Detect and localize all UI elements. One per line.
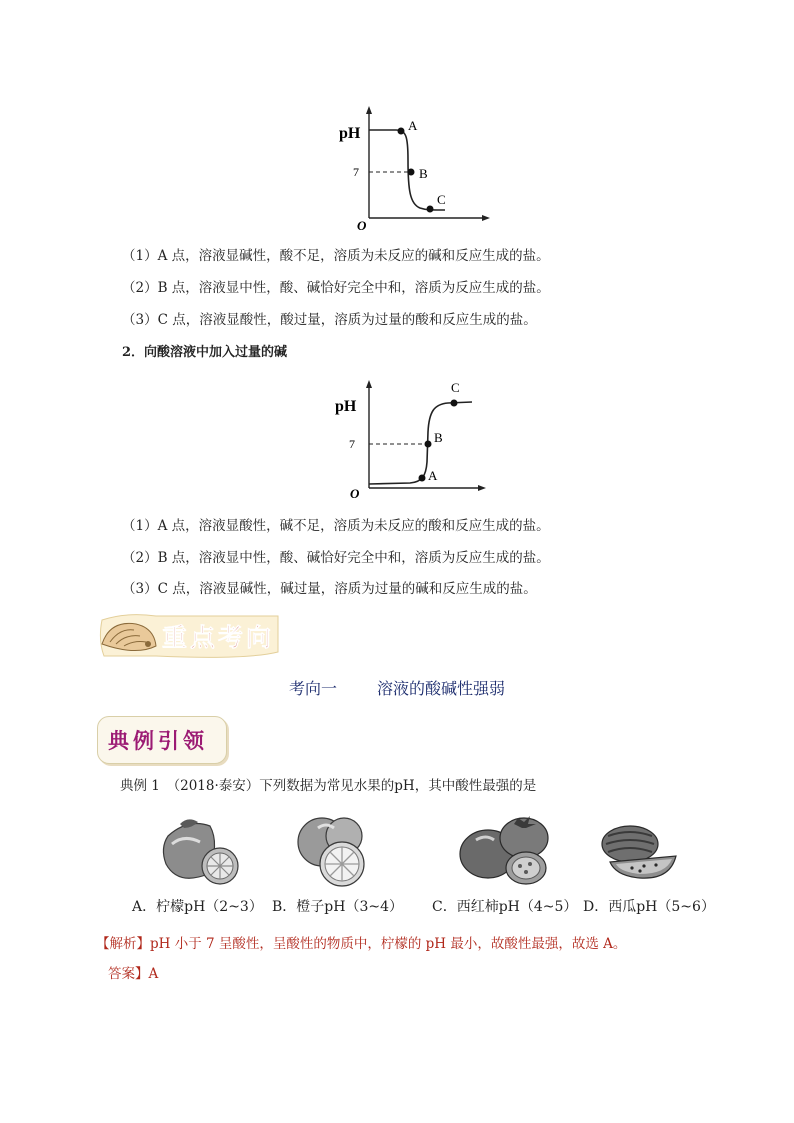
ph-curve [369,402,472,484]
point-b-label: B [419,166,428,181]
x-axis-arrow-icon [478,485,486,491]
origin-label: O [350,486,360,501]
subheading-2: 2．向酸溶液中加入过量的碱 [122,345,288,360]
ph7-label: 7 [353,165,359,179]
example-box [97,716,227,764]
graph2-note-2: （2）B 点，溶液显中性，酸、碱恰好完全中和，溶质为反应生成的盐。 [122,550,550,566]
point-a-label: A [408,118,418,133]
key-topics-banner [96,610,282,662]
analysis-text: 【解析】pH 小于 7 呈酸性，呈酸性的物质中，柠檬的 pH 最小，故酸性最强，故选 A。 [96,936,627,952]
option-d: D．西瓜pH（5~6） [583,899,715,915]
point-c-dot [451,400,458,407]
point-c-dot [427,206,434,213]
ph7-label: 7 [349,437,355,451]
y-axis-arrow-icon [366,106,372,114]
orange-image [292,812,374,888]
banner-background [96,610,282,662]
graph2-note-1: （1）A 点，溶液显酸性，碱不足，溶质为未反应的酸和反应生成的盐。 [122,518,550,534]
option-b: B．橙子pH（3~4） [272,899,404,915]
point-b-dot [408,169,415,176]
section-prefix: 考向一 [288,679,337,698]
ph-curve-decreasing-graph [330,100,500,240]
answer-text: 答案】A [108,966,159,982]
tomato-icon [460,816,548,884]
x-axis-arrow-icon [482,215,490,221]
option-a: A．柠檬pH（2~3） [132,899,263,915]
watermelon-icon [602,826,676,878]
y-axis-label: pH [335,398,357,415]
y-axis-arrow-icon [366,380,372,388]
point-a-label: A [428,468,438,483]
lemon-image [158,816,242,888]
banner-text: 重点考向 [162,625,275,652]
graph1-note-2: （2）B 点，溶液显中性，酸、碱恰好完全中和，溶质为反应生成的盐。 [122,280,550,296]
watermelon-image [600,822,680,882]
tomato-image [458,808,552,888]
point-c-label: C [451,380,460,395]
section-title [0,676,794,699]
point-a-dot [398,128,405,135]
point-b-label: B [434,430,443,445]
point-c-label: C [437,192,446,207]
example-box-label: 典例引领 [108,729,208,753]
ph-curve-increasing-graph [330,372,500,507]
y-axis-label: pH [339,125,361,142]
graph2-note-3: （3）C 点，溶液显碱性，碱过量，溶质为过量的碱和反应生成的盐。 [122,581,537,597]
lemon-icon [163,819,238,884]
orange-icon [298,818,364,886]
point-a-dot [419,475,426,482]
option-c: C．西红柿pH（4~5） [432,899,578,915]
ph-curve [369,130,445,210]
example-question: 典例 1 （2018·泰安）下列数据为常见水果的pH，其中酸性最强的是 [120,778,537,794]
point-b-dot [425,441,432,448]
graph1-note-1: （1）A 点，溶液显碱性，酸不足，溶质为未反应的碱和反应生成的盐。 [122,248,550,264]
graph1-note-3: （3）C 点，溶液显酸性，酸过量，溶质为过量的酸和反应生成的盐。 [122,312,537,328]
origin-label: O [357,218,367,233]
section-title-text: 溶液的酸碱性强弱 [377,679,506,698]
